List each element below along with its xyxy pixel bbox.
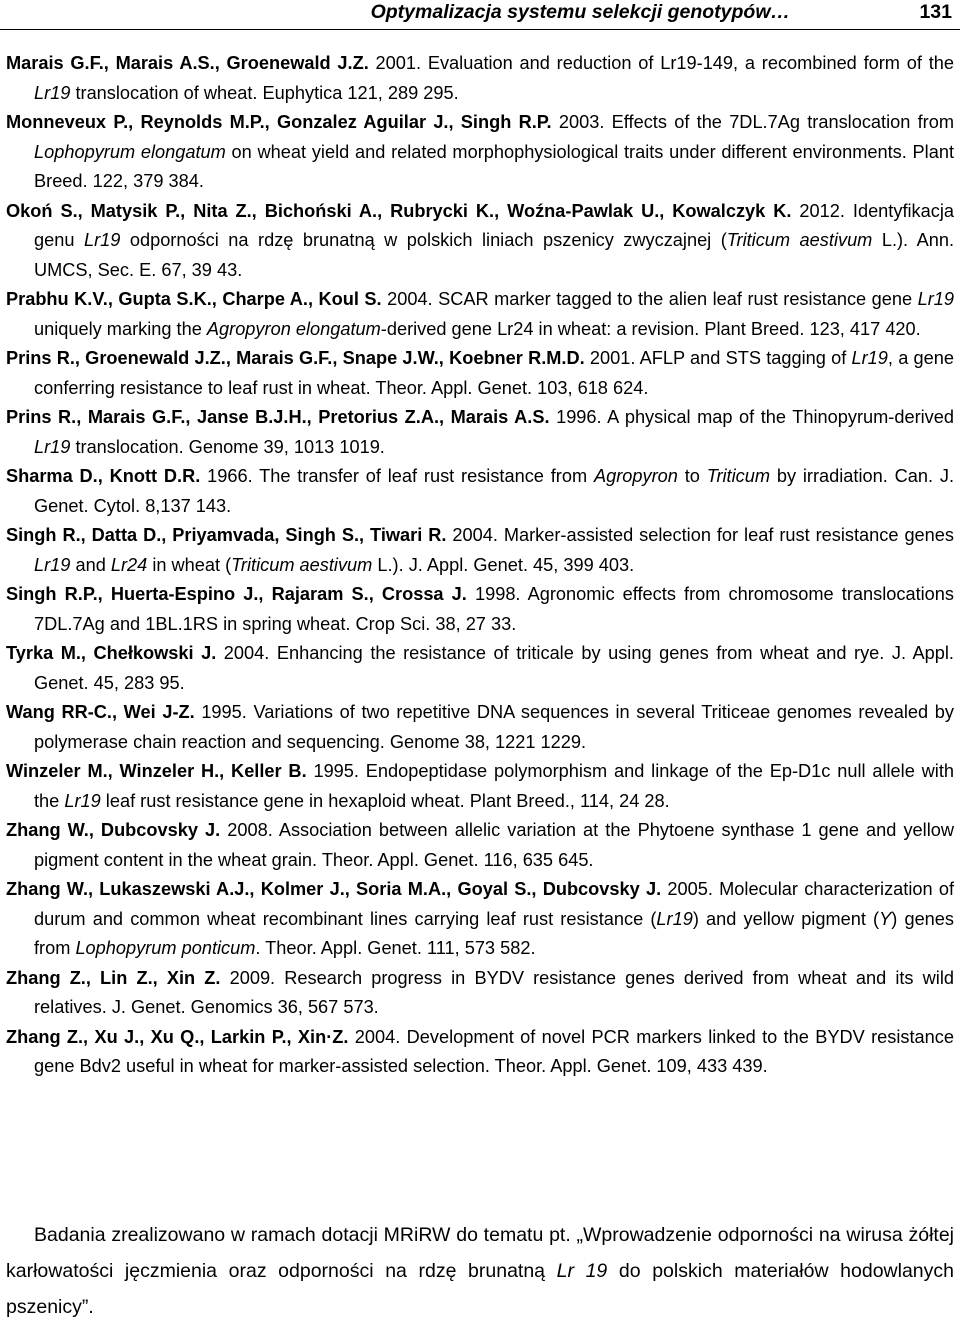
reference-text: uniquely marking the [34, 318, 207, 339]
reference-text: 1966. The transfer of leaf rust resistance from [200, 466, 594, 486]
italic-term: Lophopyrum elongatum [34, 141, 226, 162]
reference-entry [6, 580, 954, 639]
reference-entry [6, 875, 954, 964]
reference-entry [6, 757, 954, 816]
reference-text: by irradiation. Can. J. Genet. Cytol. 8,137 143. [34, 466, 954, 516]
italic-term: Lr19 [917, 289, 954, 309]
reference-text: 2004. Marker-assisted selection for leaf rust resistance genes [446, 525, 954, 545]
reference-entry [6, 197, 954, 286]
reference-text: 2001. AFLP and STS tagging of [584, 348, 852, 368]
reference-authors: Zhang W., Lukaszewski A.J., Kolmer J., Soria M.A., Goyal S., Dubcovsky J. [6, 879, 662, 899]
reference-authors: Winzeler M., Winzeler H., Keller B. [6, 761, 307, 781]
reference-entry [6, 403, 954, 462]
italic-term: Lr24 [110, 554, 148, 575]
italic-term: Lr19 [34, 436, 71, 457]
page-number: 131 [919, 1, 952, 23]
reference-entry [6, 344, 954, 403]
reference-authors: Zhang Z., Xu J., Xu Q., Larkin P., Xin·Z. [6, 1026, 349, 1047]
italic-term: Triticum [706, 466, 771, 486]
reference-text: leaf rust resistance gene in hexaploid wheat. Plant Breed., 114, 24 28. [100, 790, 670, 811]
reference-text: 2003. Effects of the 7DL.7Ag translocation from [551, 112, 955, 132]
reference-entry [6, 698, 954, 757]
reference-text: ) and yellow pigment ( [692, 908, 880, 929]
reference-text: 2004. Enhancing the resistance of triticale by using genes from wheat and rye. J. Appl. Genet. 45, 283 95. [34, 643, 954, 693]
reference-authors: Zhang Z., Lin Z., Xin Z. [6, 967, 221, 988]
reference-authors: Prabhu K.V., Gupta S.K., Charpe A., Koul S. [6, 289, 382, 309]
italic-term: Lophopyrum ponticum [75, 938, 256, 958]
italic-term: Lr19 [64, 790, 101, 811]
reference-authors: Prins R., Groenewald J.Z., Marais G.F., Snape J.W., Koebner R.M.D. [6, 348, 585, 368]
italic-term: Lr19 [656, 908, 693, 929]
reference-authors: Marais G.F., Marais A.S., Groenewald J.Z. [6, 53, 369, 73]
reference-text: 2012. Identyfikacja genu [34, 200, 954, 250]
reference-authors: Zhang W., Dubcovsky J. [6, 820, 221, 840]
italic-term: Lr19 [34, 554, 71, 575]
funding-note [6, 1217, 954, 1325]
reference-entry [6, 964, 954, 1023]
reference-entry [6, 816, 954, 875]
reference-entry [6, 49, 954, 108]
reference-text: Badania zrealizowano w ramach dotacji MRiRW do tematu pt. „Wprowadzenie odporności na wirusa żółtej karłowatości jęczmienia oraz odporności na rdzę brunatną [6, 1224, 954, 1282]
reference-text: -derived gene Lr24 in wheat: a revision. Plant Breed. 123, 417 420. [380, 318, 921, 339]
reference-entry [6, 521, 954, 580]
reference-authors: Monneveux P., Reynolds M.P., Gonzalez Aguilar J., Singh R.P. [6, 112, 552, 132]
reference-text: do polskich materiałów hodowlanych pszenicy”. [6, 1260, 954, 1318]
reference-text: and [70, 554, 111, 575]
italic-term: Agropyron [593, 466, 678, 486]
reference-text: 2001. Evaluation and reduction of Lr19-149, a recombined form of the [368, 53, 954, 73]
reference-text: 2004. SCAR marker tagged to the alien leaf rust resistance gene [381, 289, 918, 309]
reference-authors: Tyrka M., Chełkowski J. [6, 643, 217, 663]
reference-text: translocation. Genome 39, 1013 1019. [70, 436, 385, 457]
reference-text: 2005. Molecular characterization of durum and common wheat recombinant lines carrying leaf rust resistance ( [34, 879, 955, 929]
italic-term: Y [879, 908, 892, 929]
reference-text: . Theor. Appl. Genet. 111, 573 582. [255, 938, 536, 958]
reference-text: 2008. Association between allelic variation at the Phytoene synthase 1 gene and yellow pigment content in the wheat grain. Theor. Appl. Genet. 116, 635 645. [34, 820, 954, 870]
italic-term: Lr19 [34, 82, 71, 103]
reference-authors: Sharma D., Knott D.R. [6, 466, 201, 486]
reference-text: 2004. Development of novel PCR markers linked to the BYDV resistance gene Bdv2 useful in wheat for marker-assisted selection. Theor. Appl. Genet. 109, 433 439. [34, 1026, 954, 1076]
italic-term: Agropyron elongatum [206, 318, 381, 339]
reference-text: L.). Ann. UMCS, Sec. E. 67, 39 43. [34, 230, 955, 280]
italic-term: Lr19 [851, 348, 888, 368]
reference-authors: Wang RR-C., Wei J-Z. [6, 702, 195, 722]
italic-term: Lr19 [83, 230, 121, 250]
reference-text: on wheat yield and related morphophysiological traits under different environments. Plant Breed. 122, 379 384. [34, 141, 954, 191]
running-title: Optymalizacja systemu selekcji genotypów… [370, 1, 790, 23]
reference-authors: Singh R.P., Huerta-Espino J., Rajaram S., Crossa J. [6, 584, 467, 604]
reference-text: 1995. Variations of two repetitive DNA sequences in several Triticeae genomes revealed by polymerase chain reaction and sequencing. Genome 38, 1221 1229. [34, 702, 955, 752]
running-header [0, 0, 960, 30]
reference-text: 1996. A physical map of the Thinopyrum-derived [549, 407, 955, 427]
reference-entry [6, 639, 954, 698]
reference-entry [6, 108, 954, 197]
italic-term: Lr 19 [556, 1260, 608, 1282]
reference-entry [6, 1023, 954, 1082]
reference-text: 2009. Research progress in BYDV resistance genes derived from wheat and its wild relatives. J. Genet. Genomics 36, 567 573. [34, 967, 955, 1017]
reference-text: in wheat ( [147, 554, 232, 575]
italic-term: Triticum aestivum [726, 230, 873, 250]
reference-authors: Singh R., Datta D., Priyamvada, Singh S., Tiwari R. [6, 525, 447, 545]
reference-text: 1995. Endopeptidase polymorphism and linkage of the Ep-D1c null allele with the [34, 761, 954, 811]
reference-authors: Okoń S., Matysik P., Nita Z., Bichoński A., Rubrycki K., Woźna-Pawlak U., Kowalczyk K. [6, 200, 792, 221]
reference-text: ) genes from [34, 908, 955, 958]
reference-list [6, 49, 954, 1082]
reference-text: , a gene conferring resistance to leaf rust in wheat. Theor. Appl. Genet. 103, 618 624. [34, 348, 955, 398]
reference-entry [6, 285, 954, 344]
reference-text: odporności na rdzę brunatną w polskich liniach pszenicy zwyczajnej ( [120, 230, 727, 250]
reference-text: 1998. Agronomic effects from chromosome translocations 7DL.7Ag and 1BL.1RS in spring wheat. Crop Sci. 38, 27 33. [34, 584, 954, 634]
reference-text: L.). J. Appl. Genet. 45, 399 403. [372, 554, 635, 575]
reference-text: to [677, 466, 707, 486]
reference-text: translocation of wheat. Euphytica 121, 289 295. [70, 82, 459, 103]
reference-authors: Prins R., Marais G.F., Janse B.J.H., Pretorius Z.A., Marais A.S. [6, 407, 550, 427]
italic-term: Triticum aestivum [231, 554, 373, 575]
reference-entry [6, 462, 954, 521]
